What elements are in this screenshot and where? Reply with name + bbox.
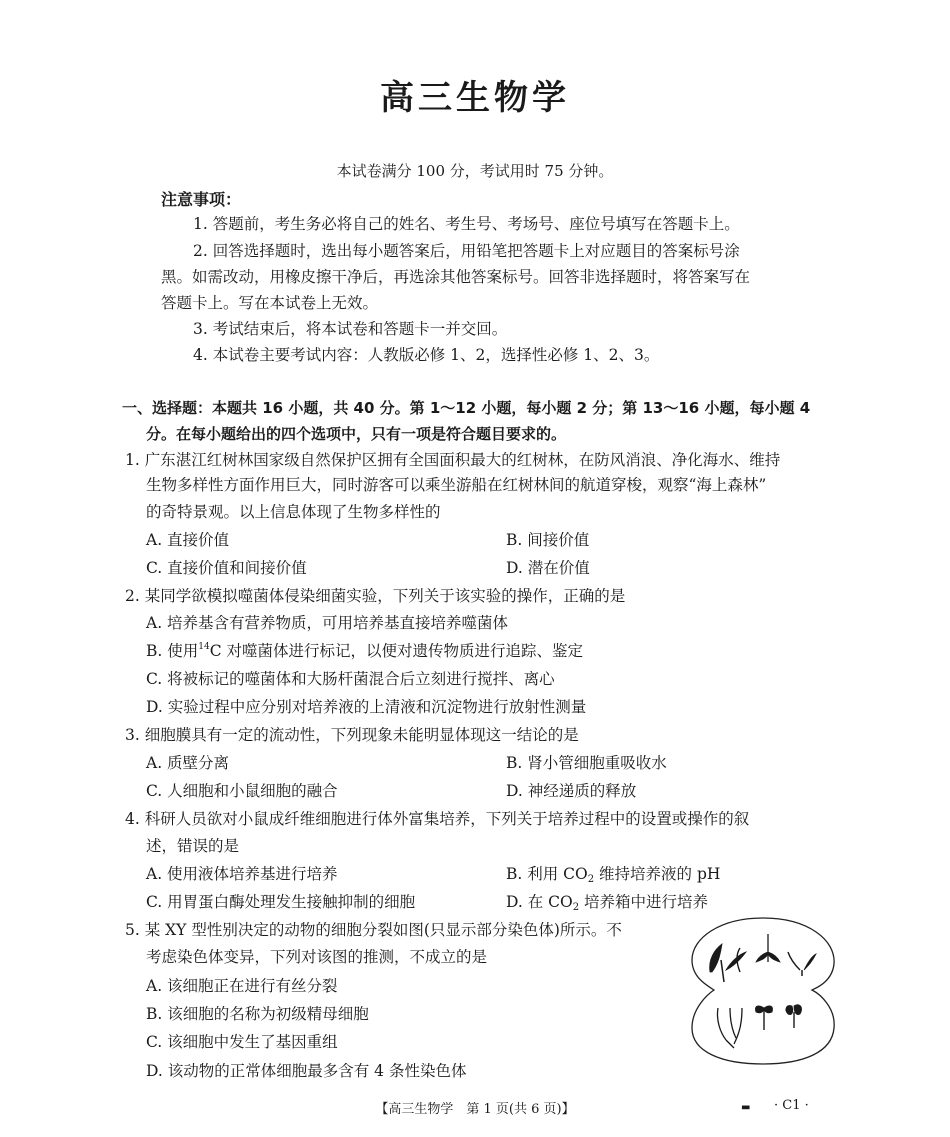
- q1-option-b: B. 间接价值: [506, 531, 590, 549]
- notice-line: 黑。如需改动，用橡皮擦干净后，再选涂其他答案标号。回答非选择题时，将答案写在: [161, 268, 751, 286]
- page-title: 高三生物学: [380, 78, 570, 118]
- q4-option-a: A. 使用液体培养基进行培养: [146, 865, 338, 883]
- q1-option-c: C. 直接价值和间接价值: [146, 559, 307, 577]
- q3-option-b: B. 肾小管细胞重吸收水: [506, 754, 667, 772]
- q4-stem: 述，错误的是: [146, 837, 240, 855]
- section-heading-cont: 分。在每小题给出的四个选项中，只有一项是符合题目要求的。: [146, 425, 567, 443]
- notice-line: 3. 考试结束后，将本试卷和答题卡一并交回。: [193, 320, 508, 338]
- q3-stem: 3. 细胞膜具有一定的流动性，下列现象未能明显体现这一结论的是: [125, 726, 579, 744]
- q4-option-b-post: 维持培养液的 pH: [594, 865, 721, 883]
- page-code: · C1 ·: [774, 1098, 809, 1113]
- q4-option-b: [506, 863, 720, 885]
- q1-option-d: D. 潜在价值: [506, 559, 590, 577]
- subscript: 2: [572, 902, 580, 913]
- q5-option-d: D. 该动物的正常体细胞最多含有 4 条性染色体: [146, 1062, 467, 1080]
- q4-option-b-pre: B. 利用 CO: [506, 865, 588, 883]
- section-heading: 一、选择题：本题共 16 小题，共 40 分。第 1～12 小题，每小题 2 分；第 13～16 小题，每小题 4: [122, 399, 811, 417]
- q2-option-d: D. 实验过程中应分别对培养液的上清液和沉淀物进行放射性测量: [146, 698, 587, 716]
- subscript: 2: [587, 874, 595, 885]
- footer-mark: ▬: [741, 1102, 751, 1113]
- q5-option-a: A. 该细胞正在进行有丝分裂: [146, 977, 338, 995]
- q3-option-a: A. 质壁分离: [146, 754, 230, 772]
- notice-line: 2. 回答选择题时，选出每小题答案后，用铅笔把答题卡上对应题目的答案标号涂: [193, 242, 740, 260]
- q2-option-a: A. 培养基含有营养物质，可用培养基直接培养噬菌体: [146, 614, 509, 632]
- q2-option-c: C. 将被标记的噬菌体和大肠杆菌混合后立刻进行搅拌、离心: [146, 670, 555, 688]
- notice-heading: 注意事项：: [161, 190, 242, 209]
- q1-stem: 生物多样性方面作用巨大，同时游客可以乘坐游船在红树林间的航道穿梭，观察“海上森林”: [146, 476, 767, 494]
- q2-option-b: [146, 640, 583, 662]
- q3-option-d: D. 神经递质的释放: [506, 782, 637, 800]
- q5-option-b: B. 该细胞的名称为初级精母细胞: [146, 1005, 369, 1023]
- q4-option-d-pre: D. 在 CO: [506, 893, 573, 911]
- notice-line: 4. 本试卷主要考试内容：人教版必修 1、2，选择性必修 1、2、3。: [193, 346, 660, 364]
- isotope-mass: 14: [198, 642, 210, 652]
- q3-option-c: C. 人细胞和小鼠细胞的融合: [146, 782, 338, 800]
- q2-option-b-post: C 对噬菌体进行标记，以便对遗传物质进行追踪、鉴定: [209, 642, 583, 660]
- q4-stem: 4. 科研人员欲对小鼠成纤维细胞进行体外富集培养，下列关于培养过程中的设置或操作的叙: [125, 810, 750, 828]
- exam-info: 本试卷满分 100 分，考试用时 75 分钟。: [336, 162, 614, 180]
- lower-chromosomes: [717, 1005, 801, 1048]
- page-footer: 【高三生物学 第 1 页(共 6 页)】: [375, 1102, 575, 1117]
- notice-line: 1. 答题前，考生务必将自己的姓名、考生号、考场号、座位号填写在答题卡上。: [193, 215, 740, 233]
- upper-chromosomes: [710, 934, 816, 982]
- q4-option-d: [506, 891, 708, 913]
- cell-division-diagram: [688, 912, 838, 1067]
- q5-stem: 考虑染色体变异，下列对该图的推测，不成立的是: [146, 948, 488, 966]
- q5-option-c: C. 该细胞中发生了基因重组: [146, 1033, 338, 1051]
- q4-option-c: C. 用胃蛋白酶处理发生接触抑制的细胞: [146, 893, 416, 911]
- cell-membrane: [692, 918, 834, 1064]
- q5-stem: 5. 某 XY 型性别决定的动物的细胞分裂如图(只显示部分染色体)所示。不: [125, 921, 622, 939]
- q2-stem: 2. 某同学欲模拟噬菌体侵染细菌实验，下列关于该实验的操作，正确的是: [125, 587, 626, 605]
- notice-line: 答题卡上。写在本试卷上无效。: [161, 294, 379, 312]
- q2-option-b-pre: B. 使用: [146, 642, 199, 660]
- q1-stem: 1. 广东湛江红树林国家级自然保护区拥有全国面积最大的红树林，在防风消浪、净化海水、维持: [125, 451, 781, 469]
- q4-option-d-post: 培养箱中进行培养: [579, 893, 709, 911]
- q1-stem: 的奇特景观。以上信息体现了生物多样性的: [146, 503, 441, 521]
- q1-option-a: A. 直接价值: [146, 531, 230, 549]
